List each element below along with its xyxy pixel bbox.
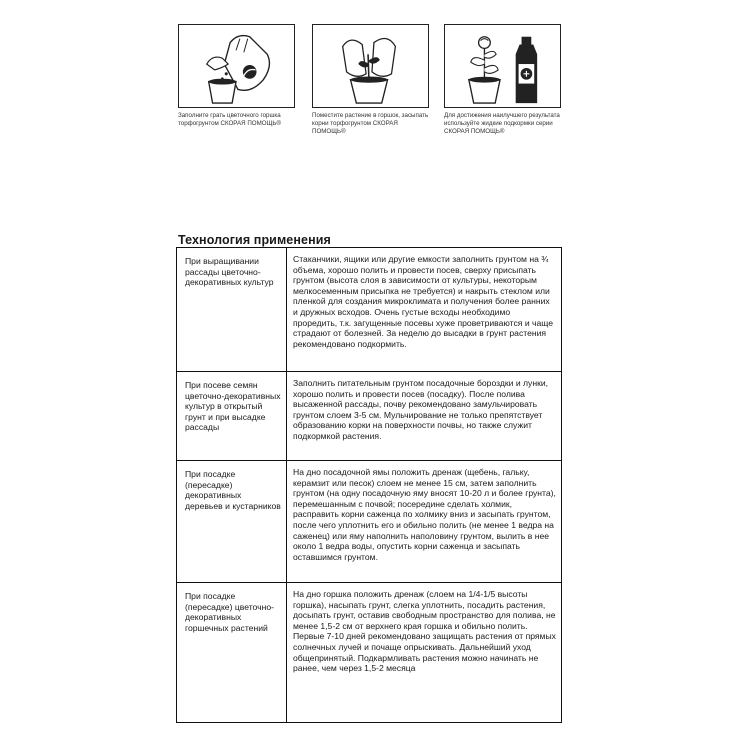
application-technology-table <box>176 247 562 723</box>
row-label: При посадке (пересадке) цветочно-декоративных горшечных растений <box>177 583 287 723</box>
row-label: При посадке (пересадке) декоративных деревьев и кустарников <box>177 461 287 583</box>
row-text: Стаканчики, ящики или другие емкости заполнить грунтом на ¾ объема, хорошо полить и провести посев, сверху присыпать грунтом (высота слоя в зависимости от культуры, некоторым мелкосеменным присыпка не требуется) и накрыть стеклом или пленкой для создания микроклимата и получения более ранних и дружных всходов. Очень густые всходы необходимо проредить, т.к. загущенные посевы хуже проветриваются и чаще страдают от болезней. За неделю до высадки в грунт растения рекомендовано подкормить. <box>287 248 562 372</box>
row-label: При выращивании рассады цветочно-декоративных культур <box>177 248 287 372</box>
liquid-fertilizer-icon <box>445 25 560 107</box>
row-text: Заполнить питательным грунтом посадочные бороздки и лунки, хорошо полить и провести посев (посадку). После полива высаженной рассады, почву рекомендовано замульчировать грунтом слоем 3-5 см. Мульчирование не только препятствует образованию корки на поверхности почвы, но также служит подкормкой растения. <box>287 372 562 461</box>
row-text: На дно посадочной ямы положить дренаж (щебень, гальку, керамзит или песок) слоем не менее 15 см, затем заполнить грунтом (на одну посадочную яму вносят 10-20 л и более грунта), перемешанным с почвой; посередине сделать холмик, расправить корни саженца по холмику вниз и засыпать грунтом, после чего уплотнить его и обильно полить (не менее 1 ведра на саженец) или яму наполнить наполовину грунтом, вылить в нее около 1 ведра воды, опустить корни саженца и засыпать оставшимся грунтом. <box>287 461 562 583</box>
step-3 <box>444 24 564 136</box>
table-row <box>177 372 562 461</box>
table-row <box>177 248 562 372</box>
step-2-illustration <box>312 24 429 108</box>
row-text: На дно горшка положить дренаж (слоем на 1/4-1/5 высоты горшка), насыпать грунт, слегка уплотнить, посадить растения, досыпать грунт, оставив свободным пространство для полива, не менее 1,5-2 см от верхнего края горшка и обильно полить. Первые 7-10 дней рекомендовано защищать растения от прямых солнечных лучей и почаще опрыскивать. Дальнейший уход общепринятый. Подкармливать растения можно начинать не ранее, чем через 1,5-2 месяца <box>287 583 562 723</box>
instruction-steps <box>178 24 563 144</box>
planting-seedling-icon <box>313 25 428 107</box>
step-3-caption: Для достижения наилучшего результата используйте жидкие подкормки серии СКОРАЯ ПОМОЩЬ® <box>444 112 560 135</box>
step-2 <box>312 24 432 136</box>
table-row <box>177 583 562 723</box>
section-title: Технология применения <box>178 233 331 247</box>
table-row <box>177 461 562 583</box>
step-1-illustration <box>178 24 295 108</box>
step-2-caption: Поместите растение в горшок, засыпать корни торфогрунтом СКОРАЯ ПОМОЩЬ® <box>312 112 429 135</box>
filling-pot-icon <box>179 25 294 107</box>
step-1-caption: Заполните грать цветочного горшка торфогрунтом СКОРАЯ ПОМОЩЬ® <box>178 112 281 127</box>
step-3-illustration <box>444 24 561 108</box>
step-1 <box>178 24 298 128</box>
row-label: При посеве семян цветочно-декоративных культур в открытый грунт и при высадке рассады <box>177 372 287 461</box>
